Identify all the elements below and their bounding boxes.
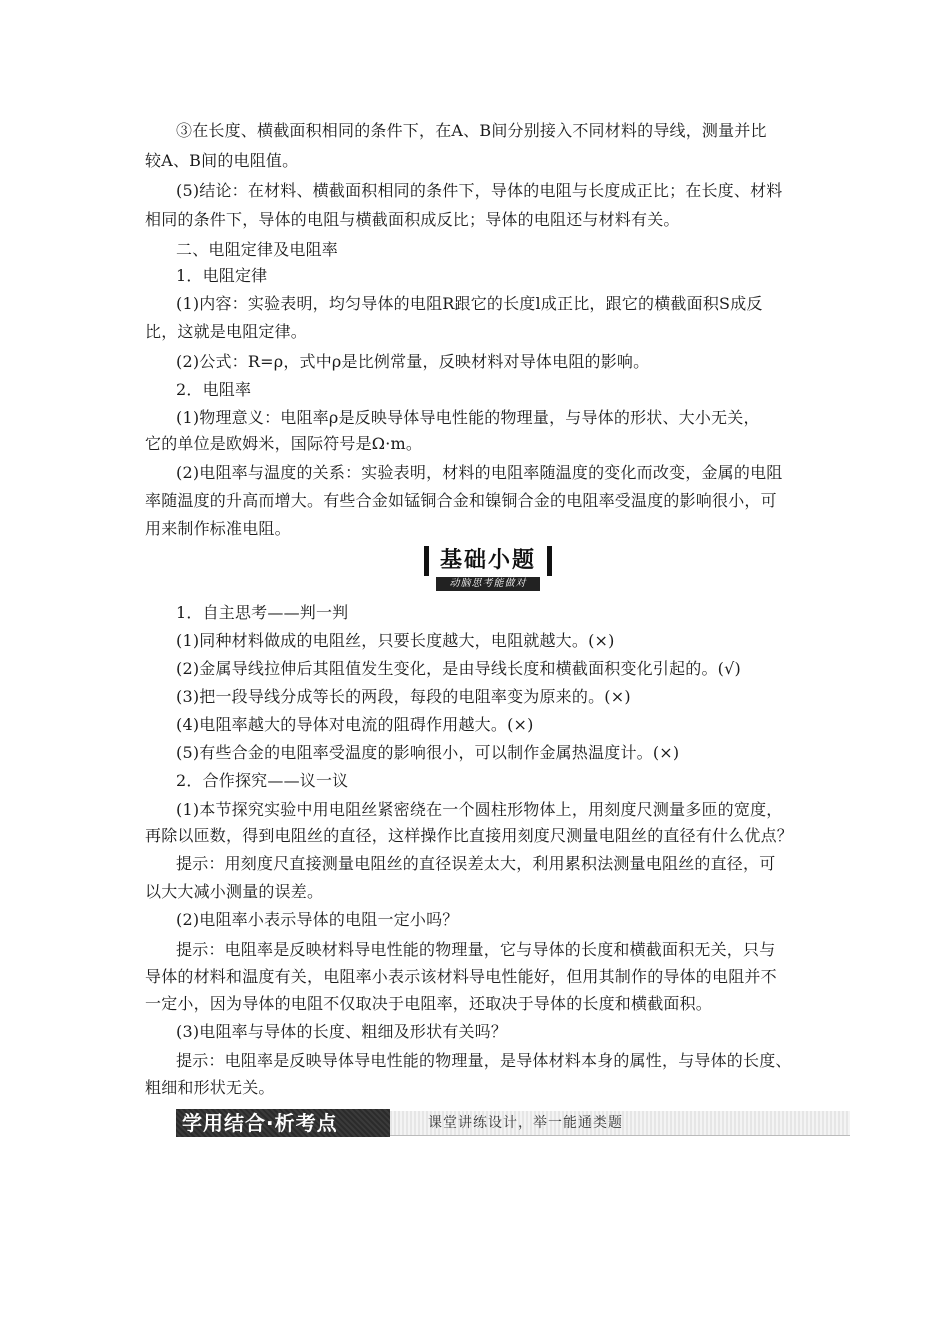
text-line-content: 相同的条件下，导体的电阻与横截面积成反比；导体的电阻还与材料有关。 xyxy=(145,210,680,229)
text-line xyxy=(176,910,458,930)
text-line-content: 粗细和形状无关。 xyxy=(145,1078,275,1097)
text-line-content: (2)电阻率小表示导体的电阻一定小吗？ xyxy=(176,910,459,929)
section-bar-subtitle-block xyxy=(390,1111,850,1136)
text-line-content: 比，这就是电阻定律。 xyxy=(145,322,308,341)
question-item xyxy=(176,743,679,763)
text-line-content: (3)电阻率与导体的长度、粗细及形状有关吗？ xyxy=(176,1022,508,1041)
text-line xyxy=(176,294,763,314)
text-line-content: 率随温度的升高而增大。有些合金如锰铜合金和镍铜合金的电阻率受温度的影响很小，可 xyxy=(145,491,777,510)
text-line xyxy=(145,519,291,539)
text-line-content: (1)物理意义：电阻率ρ是反映导体导电性能的物理量，与导体的形状、大小无关， xyxy=(176,408,760,427)
text-line-content: (3)把一段导线分成等长的两段，每段的电阻率变为原来的。(×) xyxy=(176,687,631,706)
formula-line xyxy=(176,352,649,372)
text-line xyxy=(176,1051,792,1071)
question-item xyxy=(176,659,741,679)
text-line-content: (5)结论：在材料、横截面积相同的条件下，导体的电阻与长度成正比；在长度、材料 xyxy=(176,181,783,200)
text-line xyxy=(176,463,782,483)
text-line-content: 二、电阻定律及电阻率 xyxy=(176,240,339,259)
text-line-content: (2)金属导线拉伸后其阻值发生变化，是由导线长度和横截面积变化引起的。(√) xyxy=(176,659,741,678)
text-line xyxy=(145,1078,275,1098)
section-bar-title: 学用结合·析考点 xyxy=(182,1111,338,1135)
text-line xyxy=(145,826,793,846)
section-bar-subtitle: 课堂讲练设计，举一能通类题 xyxy=(428,1115,623,1131)
text-line xyxy=(145,967,777,987)
question-item xyxy=(176,631,615,651)
badge-title: 基础小题 xyxy=(424,546,552,576)
text-line-content: 提示：用刻度尺直接测量电阻丝的直径误差太大，利用累积法测量电阻丝的直径，可 xyxy=(176,854,776,873)
text-line-content: 2．电阻率 xyxy=(176,380,252,399)
text-line-content: 一定小，因为导体的电阻不仅取决于电阻率，还取决于导体的长度和横截面积。 xyxy=(145,994,713,1013)
section-bar-title-block xyxy=(176,1109,390,1137)
text-line-content: 再除以匝数，得到电阻丝的直径，这样操作比直接用刻度尺测量电阻丝的直径有什么优点？ xyxy=(145,826,794,845)
text-line-content: (1)同种材料做成的电阻丝，只要长度越大，电阻就越大。(×) xyxy=(176,631,615,650)
text-line xyxy=(145,491,777,511)
section-bar xyxy=(176,1109,850,1137)
badge-subtitle: 动脑思考能做对 xyxy=(436,577,540,591)
text-line-content: 以大大减小测量的误差。 xyxy=(145,882,324,901)
text-line xyxy=(176,121,767,141)
text-line-content: 导体的材料和温度有关，电阻率小表示该材料导电性能好，但用其制作的导体的电阻并不 xyxy=(145,967,777,986)
text-line-content: 用来制作标准电阻。 xyxy=(145,519,291,538)
text-line-content: (2)公式：R=ρ，式中ρ是比例常量，反映材料对导体电阻的影响。 xyxy=(176,352,650,371)
text-line-content: 1．自主思考——判一判 xyxy=(176,603,349,622)
text-line-content: 较A、B间的电阻值。 xyxy=(145,151,299,170)
text-line xyxy=(145,151,298,171)
text-line-content: (5)有些合金的电阻率受温度的影响很小，可以制作金属热温度计。(×) xyxy=(176,743,680,762)
question-item xyxy=(176,687,631,707)
text-line-content: (1)本节探究实验中用电阻丝紧密绕在一个圆柱形物体上，用刻度尺测量多匝的宽度， xyxy=(176,800,783,819)
text-line xyxy=(145,210,680,230)
text-line xyxy=(176,940,775,960)
text-line xyxy=(176,408,760,428)
text-line-content: 2．合作探究——议一议 xyxy=(176,771,349,790)
text-line-content: 提示：电阻率是反映导体导电性能的物理量，是导体材料本身的属性，与导体的长度、 xyxy=(176,1051,792,1070)
text-line xyxy=(145,434,422,454)
subsection-heading xyxy=(176,603,348,623)
text-line-content: 提示：电阻率是反映材料导电性能的物理量，它与导体的长度和横截面积无关，只与 xyxy=(176,940,776,959)
text-line-content: 它的单位是欧姆米，国际符号是Ω·m。 xyxy=(145,434,423,453)
text-line xyxy=(145,994,712,1014)
basic-questions-badge xyxy=(424,546,552,592)
subsection-heading xyxy=(176,380,251,400)
text-line xyxy=(176,854,775,874)
section-heading xyxy=(176,240,338,260)
text-line xyxy=(176,181,782,201)
text-line-content: ③在长度、横截面积相同的条件下，在A、B间分别接入不同材料的导线，测量并比 xyxy=(176,121,767,140)
text-line-content: (1)内容：实验表明，均匀导体的电阻R跟它的长度l成正比，跟它的横截面积S成反 xyxy=(176,294,763,313)
text-line xyxy=(176,1022,507,1042)
text-line-content: (4)电阻率越大的导体对电流的阻碍作用越大。(×) xyxy=(176,715,534,734)
text-line xyxy=(145,322,307,342)
text-line xyxy=(176,800,782,820)
question-item xyxy=(176,715,534,735)
text-line-content: 1．电阻定律 xyxy=(176,266,268,285)
text-line-content: (2)电阻率与温度的关系：实验表明，材料的电阻率随温度的变化而改变，金属的电阻 xyxy=(176,463,783,482)
subsection-heading xyxy=(176,266,267,286)
text-line xyxy=(145,882,323,902)
subsection-heading xyxy=(176,771,348,791)
